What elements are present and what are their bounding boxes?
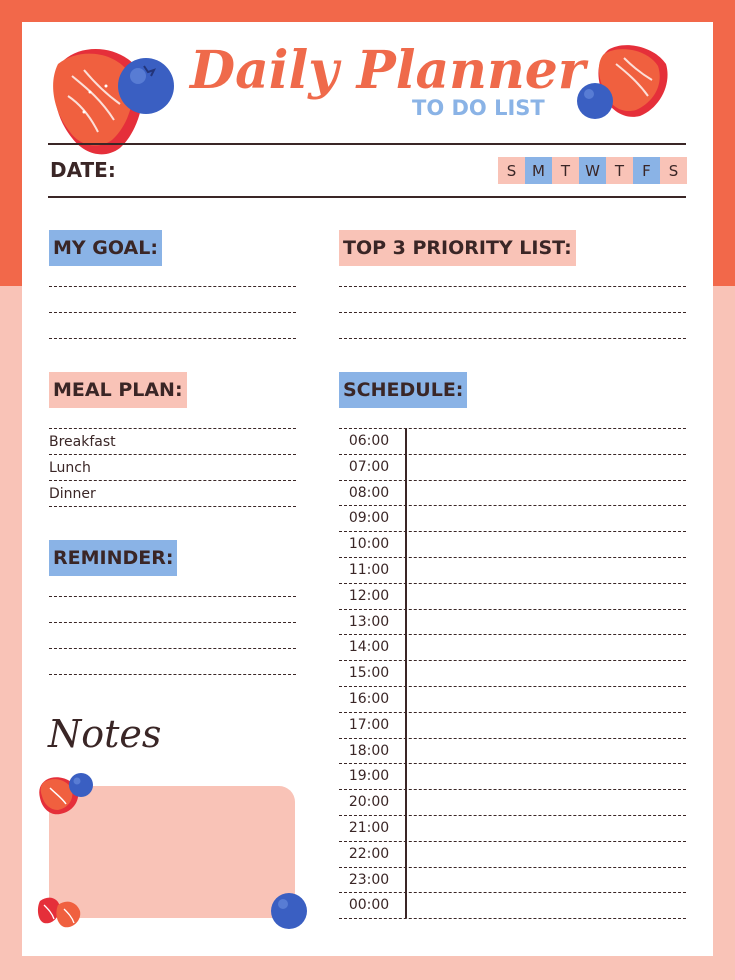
schedule-time-label: 12:00 [348, 587, 390, 604]
schedule-slot[interactable] [408, 430, 686, 452]
weekday-tuesday[interactable]: T [552, 157, 579, 184]
schedule-time-label: 10:00 [348, 536, 390, 553]
schedule-line [339, 815, 686, 816]
schedule-time-label: 11:00 [348, 562, 390, 578]
notes-box[interactable] [49, 786, 295, 918]
schedule-line [339, 609, 686, 610]
schedule-slot[interactable] [408, 894, 686, 916]
schedule-slot[interactable] [408, 662, 686, 684]
header-divider [48, 143, 686, 145]
schedule-slot[interactable] [408, 688, 686, 710]
date-label: DATE: [50, 158, 116, 182]
blueberry-icon [270, 892, 308, 930]
schedule-time-label: 19:00 [348, 768, 390, 785]
blueberry-icon [116, 56, 176, 116]
schedule-slot[interactable] [408, 456, 686, 478]
schedule-slot[interactable] [408, 869, 686, 891]
reminder-line[interactable] [49, 596, 296, 597]
schedule-time-label: 13:00 [348, 613, 390, 630]
schedule-slot[interactable] [408, 636, 686, 658]
schedule-heading: SCHEDULE: [339, 372, 467, 408]
reminder-line[interactable] [49, 674, 296, 675]
schedule-slot[interactable] [408, 817, 686, 839]
schedule-line [339, 918, 686, 919]
schedule-line [339, 763, 686, 764]
schedule-time-label: 22:00 [348, 845, 390, 862]
goal-line[interactable] [49, 286, 296, 287]
schedule-line [339, 557, 686, 558]
goal-line[interactable] [49, 312, 296, 313]
schedule-time-label: 23:00 [348, 871, 390, 888]
reminder-heading: REMINDER: [49, 540, 177, 576]
schedule-line [339, 505, 686, 506]
schedule-slot[interactable] [408, 611, 686, 633]
my-goal-heading: MY GOAL: [49, 230, 162, 266]
schedule-slot[interactable] [408, 740, 686, 762]
schedule-time-label: 06:00 [348, 433, 390, 449]
schedule-time-label: 18:00 [348, 742, 390, 759]
schedule-slot[interactable] [408, 791, 686, 813]
schedule-slot[interactable] [408, 843, 686, 865]
weekday-saturday[interactable]: S [660, 157, 687, 184]
schedule-time-label: 16:00 [348, 691, 390, 707]
notes-heading: Notes [48, 712, 162, 756]
schedule-line [339, 583, 686, 584]
meal-line[interactable] [49, 454, 296, 455]
schedule-slot[interactable] [408, 533, 686, 555]
schedule-time-label: 07:00 [348, 458, 390, 475]
page-title: Daily Planner [190, 40, 586, 101]
schedule-slot[interactable] [408, 482, 686, 504]
priority-line[interactable] [339, 338, 686, 339]
strawberry-icon [36, 893, 82, 931]
weekday-thursday[interactable]: T [606, 157, 633, 184]
schedule-time-label: 15:00 [348, 665, 390, 682]
schedule-line [339, 660, 686, 661]
schedule-time-label: 09:00 [348, 510, 390, 527]
weekday-friday[interactable]: F [633, 157, 660, 184]
meal-line[interactable] [49, 480, 296, 481]
schedule-time-label: 08:00 [348, 484, 390, 501]
weekday-wednesday[interactable]: W [579, 157, 606, 184]
schedule-time-label: 14:00 [348, 639, 390, 656]
schedule-time-label: 17:00 [348, 716, 390, 733]
schedule-slot[interactable] [408, 507, 686, 529]
schedule-time-label: 21:00 [348, 820, 390, 836]
goal-line[interactable] [49, 338, 296, 339]
schedule-line [339, 892, 686, 893]
schedule-line [339, 841, 686, 842]
schedule-line [339, 712, 686, 713]
schedule-slot[interactable] [408, 559, 686, 581]
meal-breakfast-label: Breakfast [49, 434, 116, 450]
page-subtitle: TO DO LIST [412, 96, 545, 120]
weekday-sunday[interactable]: S [498, 157, 525, 184]
weekday-monday[interactable]: M [525, 157, 552, 184]
schedule-line [339, 480, 686, 481]
schedule-line [339, 738, 686, 739]
reminder-line[interactable] [49, 648, 296, 649]
schedule-line [339, 531, 686, 532]
schedule-slot[interactable] [408, 585, 686, 607]
priority-line[interactable] [339, 286, 686, 287]
weekday-selector [498, 157, 687, 184]
schedule-line [339, 454, 686, 455]
schedule-line [339, 686, 686, 687]
schedule-line [339, 428, 686, 429]
schedule-line [339, 789, 686, 790]
schedule-slot[interactable] [408, 714, 686, 736]
date-divider [48, 196, 686, 198]
meal-dinner-label: Dinner [49, 486, 96, 502]
meal-line [49, 428, 296, 429]
meal-line[interactable] [49, 506, 296, 507]
schedule-line [339, 867, 686, 868]
meal-lunch-label: Lunch [49, 460, 91, 476]
priority-list-heading: TOP 3 PRIORITY LIST: [339, 230, 576, 266]
meal-plan-heading: MEAL PLAN: [49, 372, 187, 408]
schedule-time-label: 20:00 [348, 794, 390, 811]
blueberry-icon [68, 772, 94, 798]
schedule-line [339, 634, 686, 635]
priority-line[interactable] [339, 312, 686, 313]
schedule-time-label: 00:00 [348, 897, 390, 914]
reminder-line[interactable] [49, 622, 296, 623]
schedule-slot[interactable] [408, 765, 686, 787]
schedule-divider [405, 428, 407, 918]
